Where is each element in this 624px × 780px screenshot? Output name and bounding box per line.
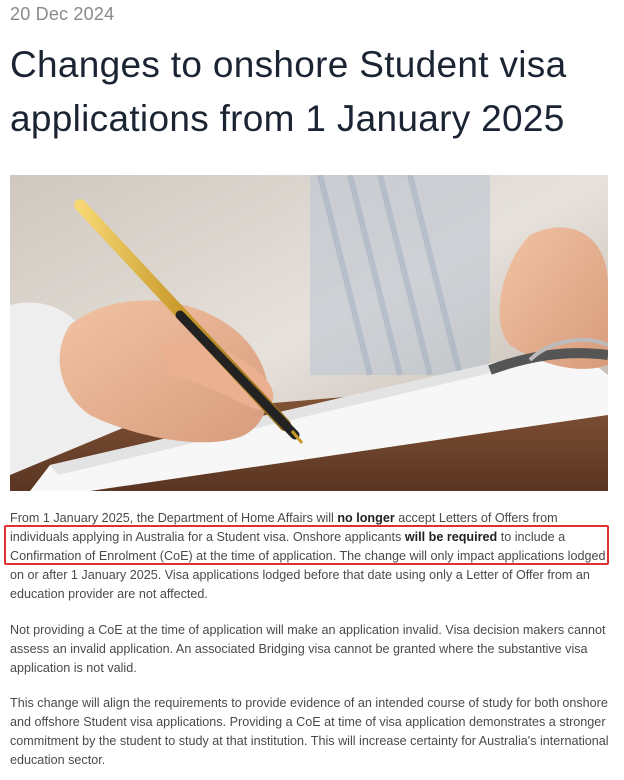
article-paragraph-1: From 1 January 2025, the Department of Home Affairs will no longer accept Letters of Offers from individuals applying in Australia for a Student visa. Onshore applicants will be required to include a Confirmation of Enrolment (CoE) at the time of application. The change will only impact applications lodged on or after 1 January 2025. Visa applications lodged before that date using only a Letter of Offer from an education provider are not affected. <box>10 511 606 601</box>
article-title: Changes to onshore Student visa applications from 1 January 2025 <box>10 44 567 139</box>
article-paragraph-3: This change will align the requirements to provide evidence of an intended course of study for both onshore and offshore Student visa applications. Providing a CoE at time of visa application demonstrates a stronger commitment by the student to study at that institution. This will increase certainty for Australia's international education sector. <box>10 696 609 767</box>
red-highlight-box <box>4 525 609 565</box>
article-hero-image <box>10 175 608 491</box>
hand-writing-illustration <box>10 175 608 491</box>
article-date: 20 Dec 2024 <box>10 4 115 24</box>
article-paragraph-2: Not providing a CoE at the time of application will make an application invalid. Visa decision makers cannot assess an invalid application. An associated Bridging visa cannot be granted where the substantive visa application is not valid. <box>10 623 606 675</box>
